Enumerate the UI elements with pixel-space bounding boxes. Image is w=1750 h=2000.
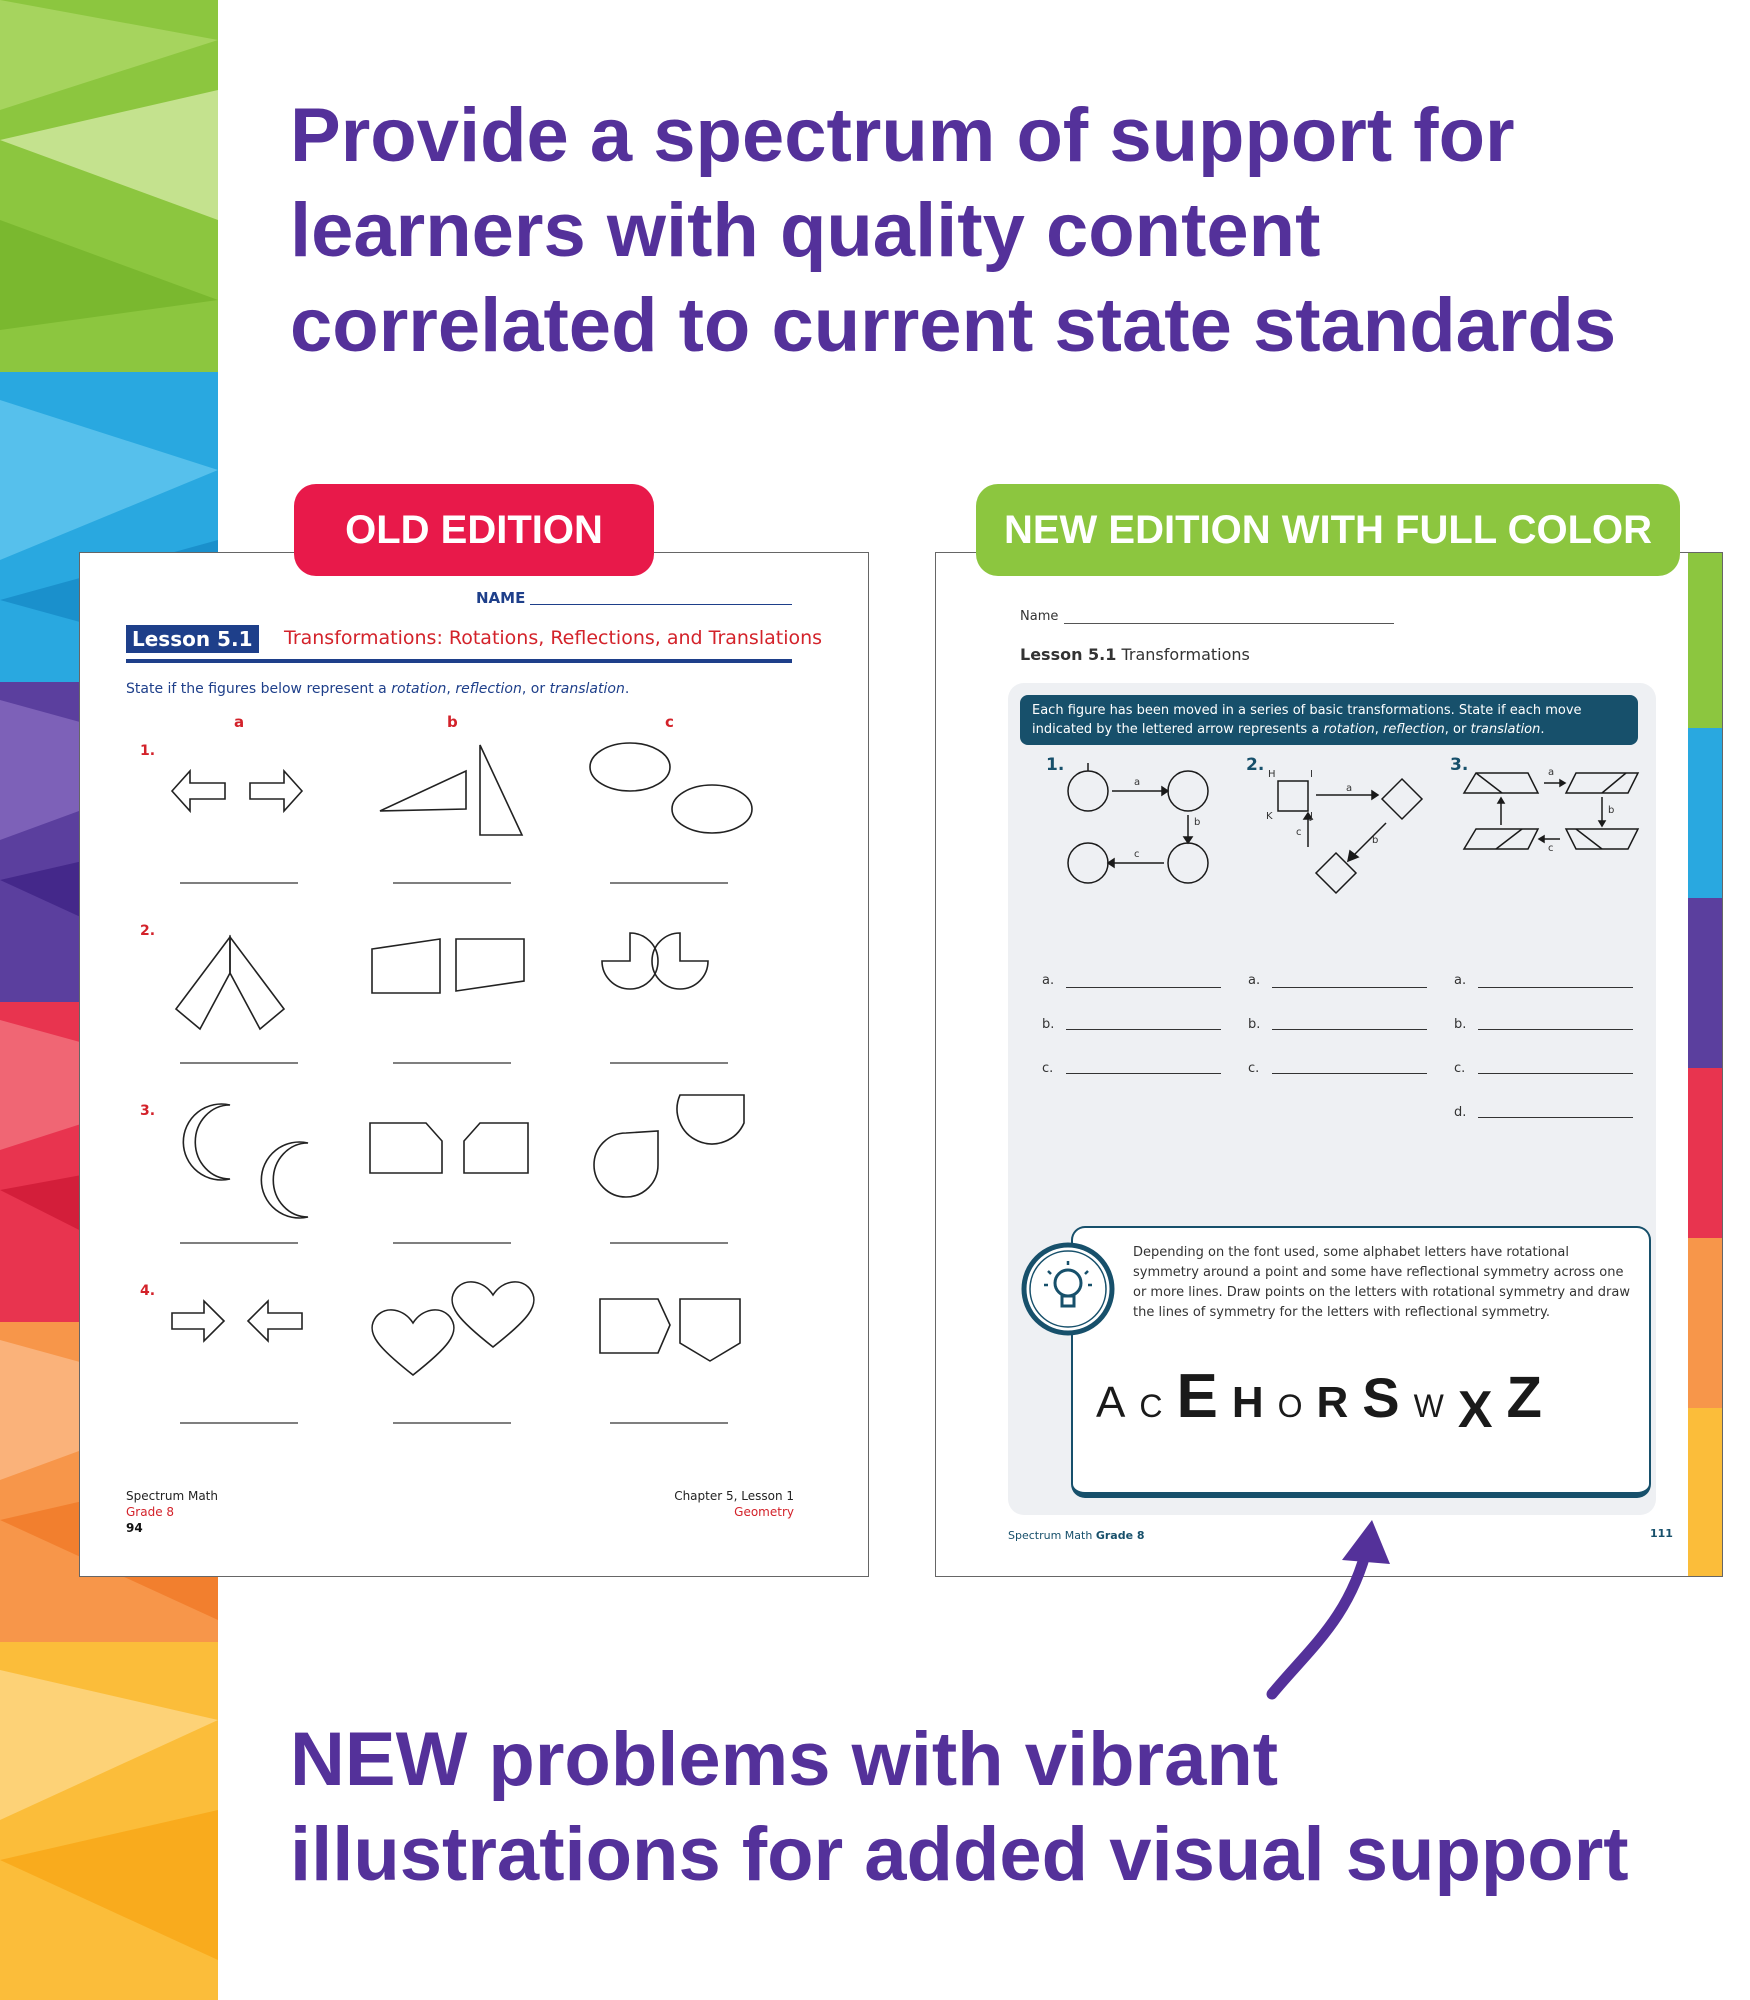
old-edition-tab: OLD EDITION: [294, 484, 654, 576]
new-instr-reflection: reflection: [1382, 722, 1445, 737]
kite-shape-2: [230, 937, 284, 1029]
ans-1c: c.: [1042, 1061, 1054, 1076]
diag-label-b2: b: [1372, 835, 1379, 846]
kite-shape: [176, 937, 230, 1029]
crescent-shape-2: [261, 1142, 308, 1218]
pacman-shape: [602, 933, 658, 989]
curved-arrow: [1250, 1508, 1430, 1708]
letter-a: A: [1096, 1378, 1126, 1427]
ans-line-1b[interactable]: [1066, 1029, 1221, 1030]
circle-shape-4: [1068, 843, 1108, 883]
new-instr-sep1: ,: [1374, 722, 1383, 737]
old-footer-subject: Geometry: [734, 1505, 794, 1519]
arrow-right-shape-3: [172, 1301, 224, 1341]
old-figures: [80, 553, 870, 1578]
old-problem-1: 1.: [140, 743, 156, 759]
ans-line-3b[interactable]: [1478, 1029, 1633, 1030]
ans-line-2a[interactable]: [1272, 987, 1427, 988]
headline-line-1: Provide a spectrum of support for: [290, 93, 1515, 178]
ans-line-2c[interactable]: [1272, 1073, 1427, 1074]
diag-label-a2: a: [1346, 783, 1353, 794]
diag-label-k: K: [1266, 811, 1273, 822]
new-lesson-title: Transformations: [1121, 645, 1250, 664]
letter-r: R: [1316, 1378, 1349, 1427]
new-instr-translation: translation: [1470, 722, 1541, 737]
lightbulb-icon: [1020, 1241, 1116, 1337]
new-edition-tab: NEW EDITION WITH FULL COLOR: [976, 484, 1680, 576]
old-lesson-badge: Lesson 5.1: [126, 625, 259, 653]
old-instr-end: .: [624, 681, 630, 697]
ans-1a: a.: [1042, 973, 1055, 988]
ans-line-3c[interactable]: [1478, 1073, 1633, 1074]
diag-label-j: J: [1310, 811, 1313, 822]
new-instr-sep2: , or: [1444, 722, 1471, 737]
ans-line-2b[interactable]: [1272, 1029, 1427, 1030]
letter-o: O: [1277, 1388, 1303, 1424]
old-instr-sep1: ,: [446, 681, 456, 697]
parallelogram-shape: [1464, 773, 1538, 793]
square-shape: [1278, 781, 1308, 811]
pacman-shape-2: [652, 933, 708, 989]
diag-label-a3: a: [1548, 767, 1555, 778]
old-problem-3: 3.: [140, 1103, 156, 1119]
trapezoid-shape-2: [456, 939, 524, 991]
old-instr-prefix: State if the figures below represent a: [126, 681, 392, 697]
old-column-b: b: [447, 713, 458, 731]
old-lesson-title: Transformations: Rotations, Reflections, and Translations: [284, 627, 823, 649]
ans-1b: b.: [1042, 1017, 1055, 1032]
letter-h: H: [1231, 1378, 1264, 1427]
diag-label-b: b: [1194, 817, 1201, 828]
headline-line-2: learners with quality content: [290, 188, 1321, 273]
pentagon-shape: [370, 1123, 442, 1173]
diag-label-h: H: [1268, 769, 1276, 780]
old-problem-4: 4.: [140, 1283, 156, 1299]
new-lesson-number: Lesson 5.1: [1020, 645, 1117, 664]
symmetry-letters: [1096, 1361, 1556, 1445]
ans-2a: a.: [1248, 973, 1261, 988]
old-footer-grade: Grade 8: [126, 1505, 175, 1519]
ans-line-3a[interactable]: [1478, 987, 1633, 988]
new-problem-2: 2.: [1246, 755, 1265, 775]
diag-label-c: c: [1134, 849, 1140, 860]
new-problem-3: 3.: [1450, 755, 1469, 775]
drop-shape-2: [677, 1095, 744, 1144]
house-shape: [600, 1299, 670, 1353]
new-edition-page: [935, 552, 1723, 1577]
new-name-label: Name: [1020, 609, 1059, 624]
house-shape-2: [680, 1299, 740, 1361]
new-footer-left: [1008, 1529, 1145, 1542]
old-column-a: a: [234, 713, 245, 731]
ellipse-shape-2: [672, 785, 752, 833]
new-instr-end: .: [1540, 722, 1545, 737]
old-footer-chapter: Chapter 5, Lesson 1: [674, 1489, 794, 1503]
old-instr-reflection: reflection: [455, 681, 522, 697]
letter-e: E: [1176, 1362, 1218, 1431]
arrow-2b: [1354, 823, 1386, 855]
old-footer-left: [126, 1488, 218, 1536]
new-footer-grade: Grade 8: [1095, 1529, 1145, 1542]
heart-shape-2: [452, 1282, 534, 1347]
ans-2c: c.: [1248, 1061, 1260, 1076]
new-instr-prefix: Each figure has been moved in a series of basic transformations. State if each move indicated by the lettered arrow represents a: [1032, 703, 1582, 737]
diag-label-b3: b: [1608, 805, 1615, 816]
diag-label-i: I: [1310, 769, 1313, 780]
ans-3c: c.: [1454, 1061, 1466, 1076]
new-instr-rotation: rotation: [1323, 722, 1375, 737]
diamond-shape: [1382, 779, 1422, 819]
ans-3a: a.: [1454, 973, 1467, 988]
bottom-headline: [290, 1712, 1690, 1902]
bottom-headline-line-1: NEW problems with vibrant: [290, 1717, 1279, 1802]
old-footer-right: [674, 1488, 794, 1520]
ans-line-3d[interactable]: [1478, 1117, 1633, 1118]
parallelogram-shape-2: [1566, 773, 1638, 793]
new-footer-series: Spectrum Math: [1008, 1529, 1096, 1542]
drop-shape: [594, 1131, 658, 1197]
letter-x: X: [1457, 1381, 1493, 1439]
ans-line-1c[interactable]: [1066, 1073, 1221, 1074]
diag-label-c2: c: [1296, 827, 1302, 838]
old-instr-sep2: , or: [521, 681, 550, 697]
old-name-label: NAME: [476, 589, 526, 607]
tip-text: Depending on the font used, some alphabet letters have rotational symmetry around a point and some have reflectional symmetry across one or more lines. Draw points on the letters with rotational symmetry and draw the lines of symmetry for the letters with reflectional symmetry.: [1133, 1245, 1630, 1320]
old-instr-translation: translation: [549, 681, 625, 697]
arrow-right-shape: [250, 771, 302, 811]
heart-shape: [372, 1310, 454, 1375]
old-footer-series: Spectrum Math: [126, 1489, 218, 1503]
ans-3d: d.: [1454, 1105, 1467, 1120]
pentagon-shape-2: [464, 1123, 528, 1173]
letter-c: C: [1139, 1388, 1163, 1424]
headline-line-3: correlated to current state standards: [290, 283, 1617, 368]
crescent-shape: [183, 1104, 230, 1180]
old-problem-2: 2.: [140, 923, 156, 939]
arrow-left-shape: [172, 771, 225, 811]
letter-s: S: [1362, 1366, 1400, 1429]
parallelogram-shape-4: [1566, 829, 1638, 849]
diag-label-a: a: [1134, 777, 1141, 788]
letter-w: W: [1413, 1388, 1444, 1424]
ans-3b: b.: [1454, 1017, 1467, 1032]
letter-z: Z: [1506, 1365, 1542, 1430]
trapezoid-shape: [372, 939, 440, 993]
arrow-left-shape-3: [248, 1301, 302, 1341]
circle-shape-2: [1168, 771, 1208, 811]
headline: [290, 88, 1690, 373]
bottom-headline-line-2: illustrations for added visual support: [290, 1812, 1629, 1897]
circle-shape: [1068, 771, 1108, 811]
old-page-number: 94: [126, 1521, 143, 1535]
old-edition-page: [79, 552, 869, 1577]
triangle-shape-2: [480, 745, 522, 835]
new-page-number: 111: [1650, 1527, 1673, 1540]
ans-line-1a[interactable]: [1066, 987, 1221, 988]
new-problem-1: 1.: [1046, 755, 1065, 775]
diag-label-c3: c: [1548, 843, 1554, 854]
old-column-c: c: [665, 713, 674, 731]
old-instr-rotation: rotation: [391, 681, 447, 697]
circle-shape-3: [1168, 843, 1208, 883]
ellipse-shape: [590, 743, 670, 791]
ans-2b: b.: [1248, 1017, 1261, 1032]
triangle-shape: [380, 771, 466, 811]
